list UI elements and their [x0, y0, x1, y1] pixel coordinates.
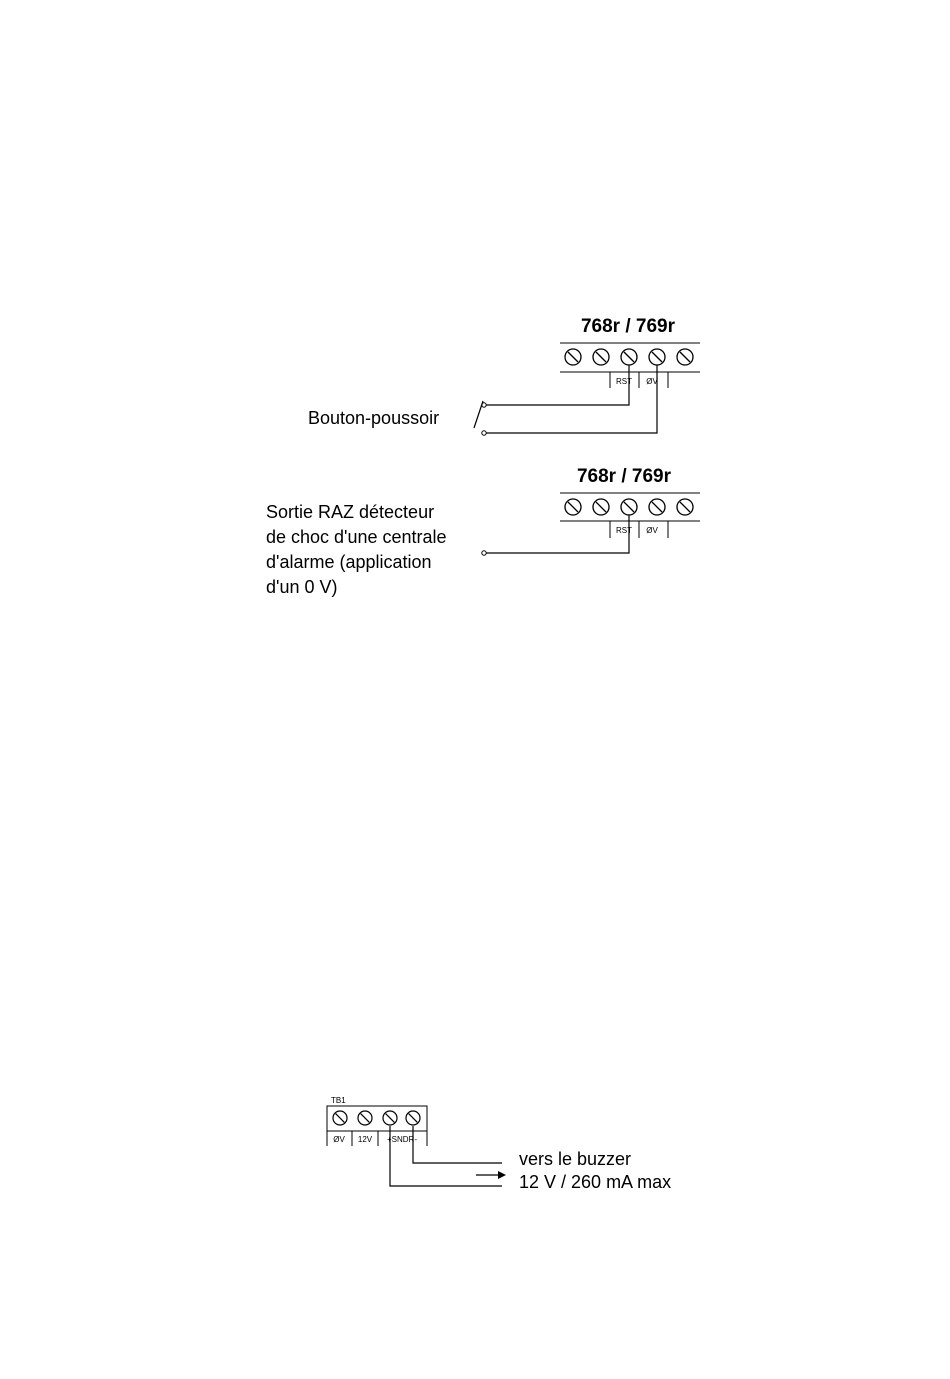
description-line: d'un 0 V)	[266, 577, 338, 597]
screw-terminal-icon	[677, 499, 693, 515]
screw-terminal-icon	[621, 499, 637, 515]
push-button-switch-icon	[474, 401, 483, 428]
screw-terminal-icon	[649, 499, 665, 515]
diagram-alarm-reset	[266, 466, 700, 597]
screw-terminal-icon	[333, 1111, 347, 1125]
terminal-label-0v: ØV	[646, 526, 658, 535]
description-line: de choc d'une centrale	[266, 527, 447, 547]
screw-terminal-icon	[383, 1111, 397, 1125]
screw-terminal-icon	[593, 349, 609, 365]
buzzer-rating-label: 12 V / 260 mA max	[519, 1172, 672, 1192]
diagram1-title: 768r / 769r	[580, 316, 676, 337]
terminal-label-0v: ØV	[646, 377, 658, 386]
screw-terminal-icon	[406, 1111, 420, 1125]
push-button-wiring	[474, 365, 657, 435]
description-line: Sortie RAZ détecteur	[266, 502, 435, 522]
screw-terminal-icon	[565, 499, 581, 515]
terminal-label-sndr: +SNDR-	[386, 1135, 418, 1144]
terminal-block-1	[560, 343, 700, 388]
terminal-block-2	[560, 493, 700, 538]
screw-terminal-icon	[649, 349, 665, 365]
screw-terminal-icon	[677, 349, 693, 365]
diagram-push-button	[308, 316, 700, 435]
terminal-label-0v: ØV	[333, 1135, 345, 1144]
screw-terminal-icon	[358, 1111, 372, 1125]
screw-terminal-icon	[593, 499, 609, 515]
screw-terminal-icon	[565, 349, 581, 365]
alarm-reset-description	[266, 502, 447, 597]
terminal-label-rst: RST	[616, 526, 632, 535]
terminal-label-rst: RST	[616, 377, 632, 386]
description-line: d'alarme (application	[266, 552, 432, 572]
diagram2-title: 768r / 769r	[576, 466, 672, 487]
terminal-label-12v: 12V	[357, 1135, 373, 1144]
push-button-label: Bouton-poussoir	[308, 408, 440, 428]
diagram-buzzer-output	[327, 1096, 671, 1192]
terminal-block-3	[327, 1106, 427, 1146]
screw-terminal-icon	[621, 349, 637, 365]
buzzer-output-label: vers le buzzer	[519, 1149, 632, 1169]
block-label-tb1: TB1	[331, 1096, 346, 1105]
